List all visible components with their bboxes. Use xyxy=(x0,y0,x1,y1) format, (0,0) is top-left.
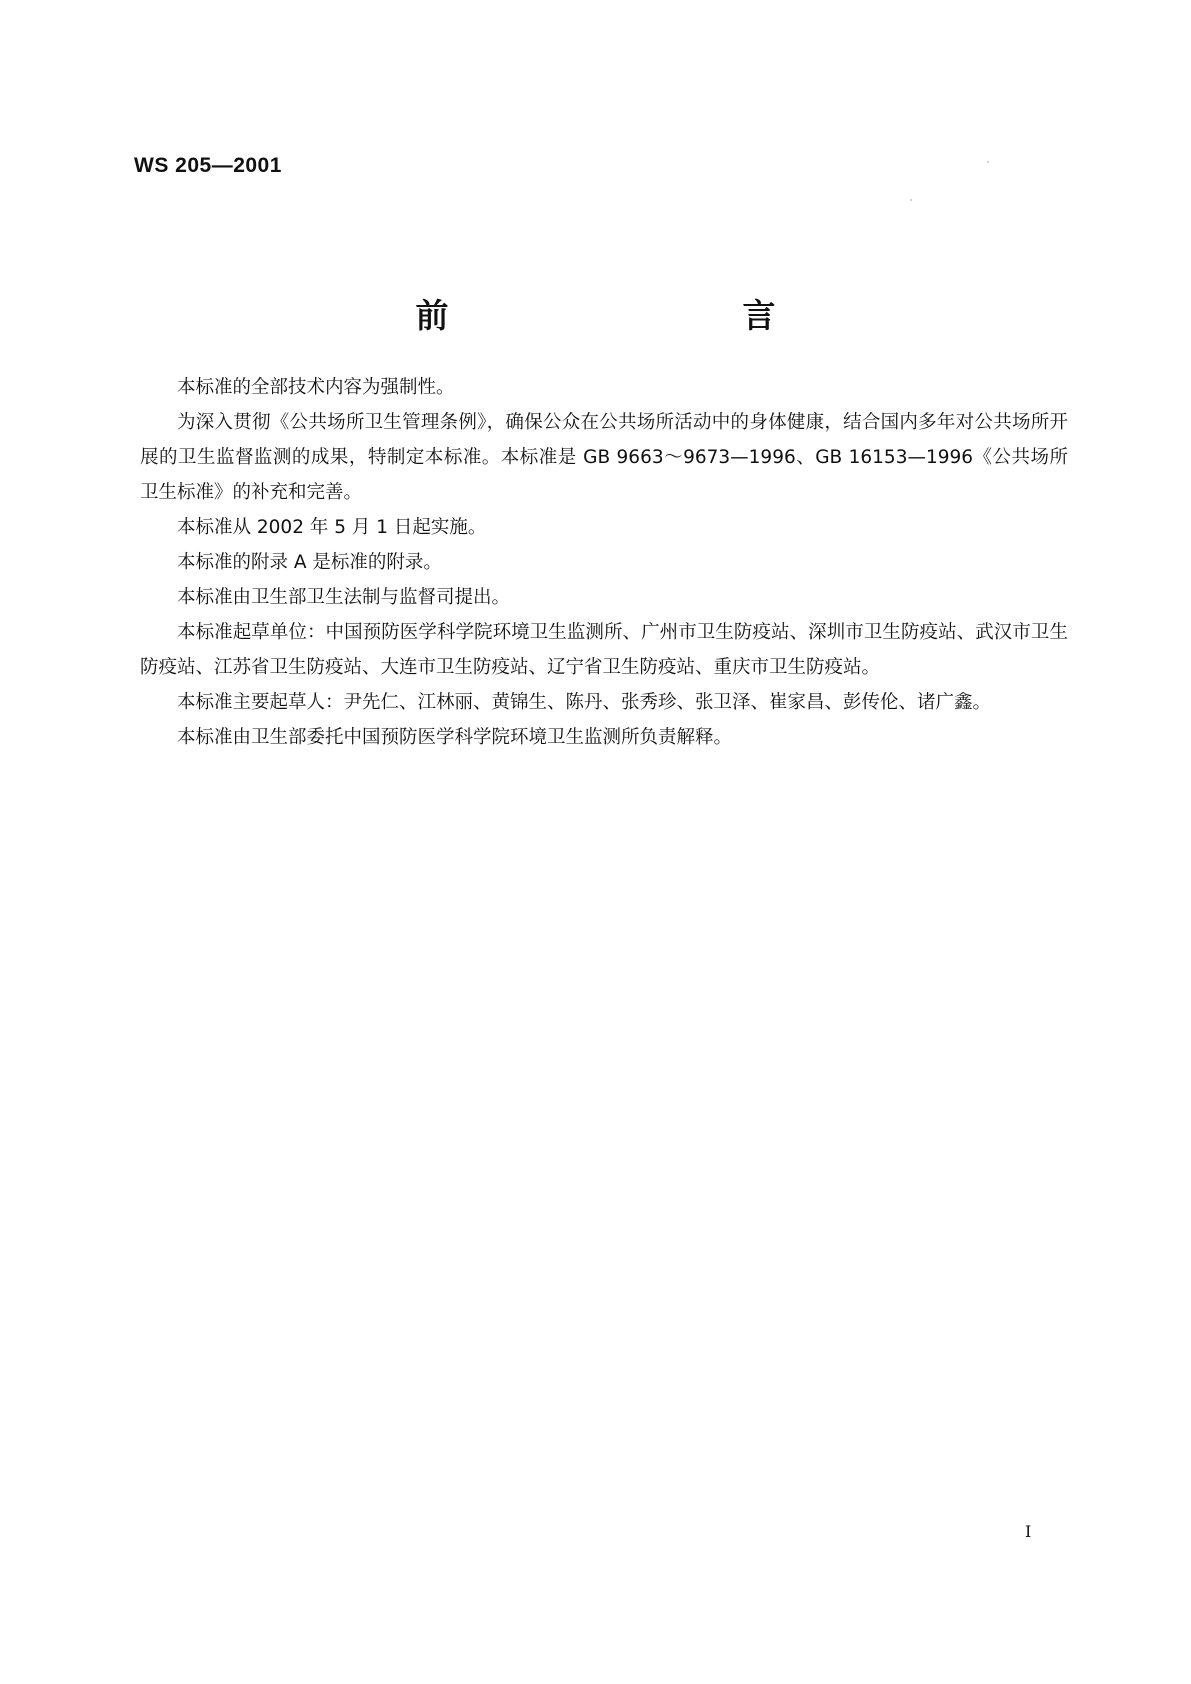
page-title: 前 言 xyxy=(415,296,852,335)
paragraph-drafters: 本标准主要起草人：尹先仁、江林丽、黄锦生、陈丹、张秀珍、张卫泽、崔家昌、彭传伦、诸广鑫。 xyxy=(177,692,992,713)
page-number: I xyxy=(1025,1522,1032,1541)
paragraph-proposer: 本标准由卫生部卫生法制与监督司提出。 xyxy=(177,587,511,608)
paragraph-drafting-units: 本标准起草单位：中国预防医学科学院环境卫生监测所、广州市卫生防疫站、深圳市卫生防疫站、武汉市卫生防疫站、江苏省卫生防疫站、大连市卫生防疫站、辽宁省卫生防疫站、重庆市卫生防疫站。 xyxy=(140,622,1068,678)
paragraph-interpretation: 本标准由卫生部委托中国预防医学科学院环境卫生监测所负责解释。 xyxy=(177,727,733,748)
paragraph-effective-date: 本标准从 2002 年 5 月 1 日起实施。 xyxy=(177,517,487,538)
scan-speck xyxy=(910,199,912,201)
paragraph-appendix: 本标准的附录 A 是标准的附录。 xyxy=(177,552,442,573)
scan-speck xyxy=(987,161,989,163)
paragraph-mandatory: 本标准的全部技术内容为强制性。 xyxy=(177,377,455,398)
paragraph-purpose: 为深入贯彻《公共场所卫生管理条例》，确保公众在公共场所活动中的身体健康，结合国内多年对公共场所开展的卫生监督监测的成果，特制定本标准。本标准是 GB 9663～9673—1996、GB 16153—1996《公共场所卫生标准》的补充和完善。 xyxy=(140,412,1068,503)
standard-code: WS 205—2001 xyxy=(134,154,282,177)
foreword-body xyxy=(140,370,1068,755)
